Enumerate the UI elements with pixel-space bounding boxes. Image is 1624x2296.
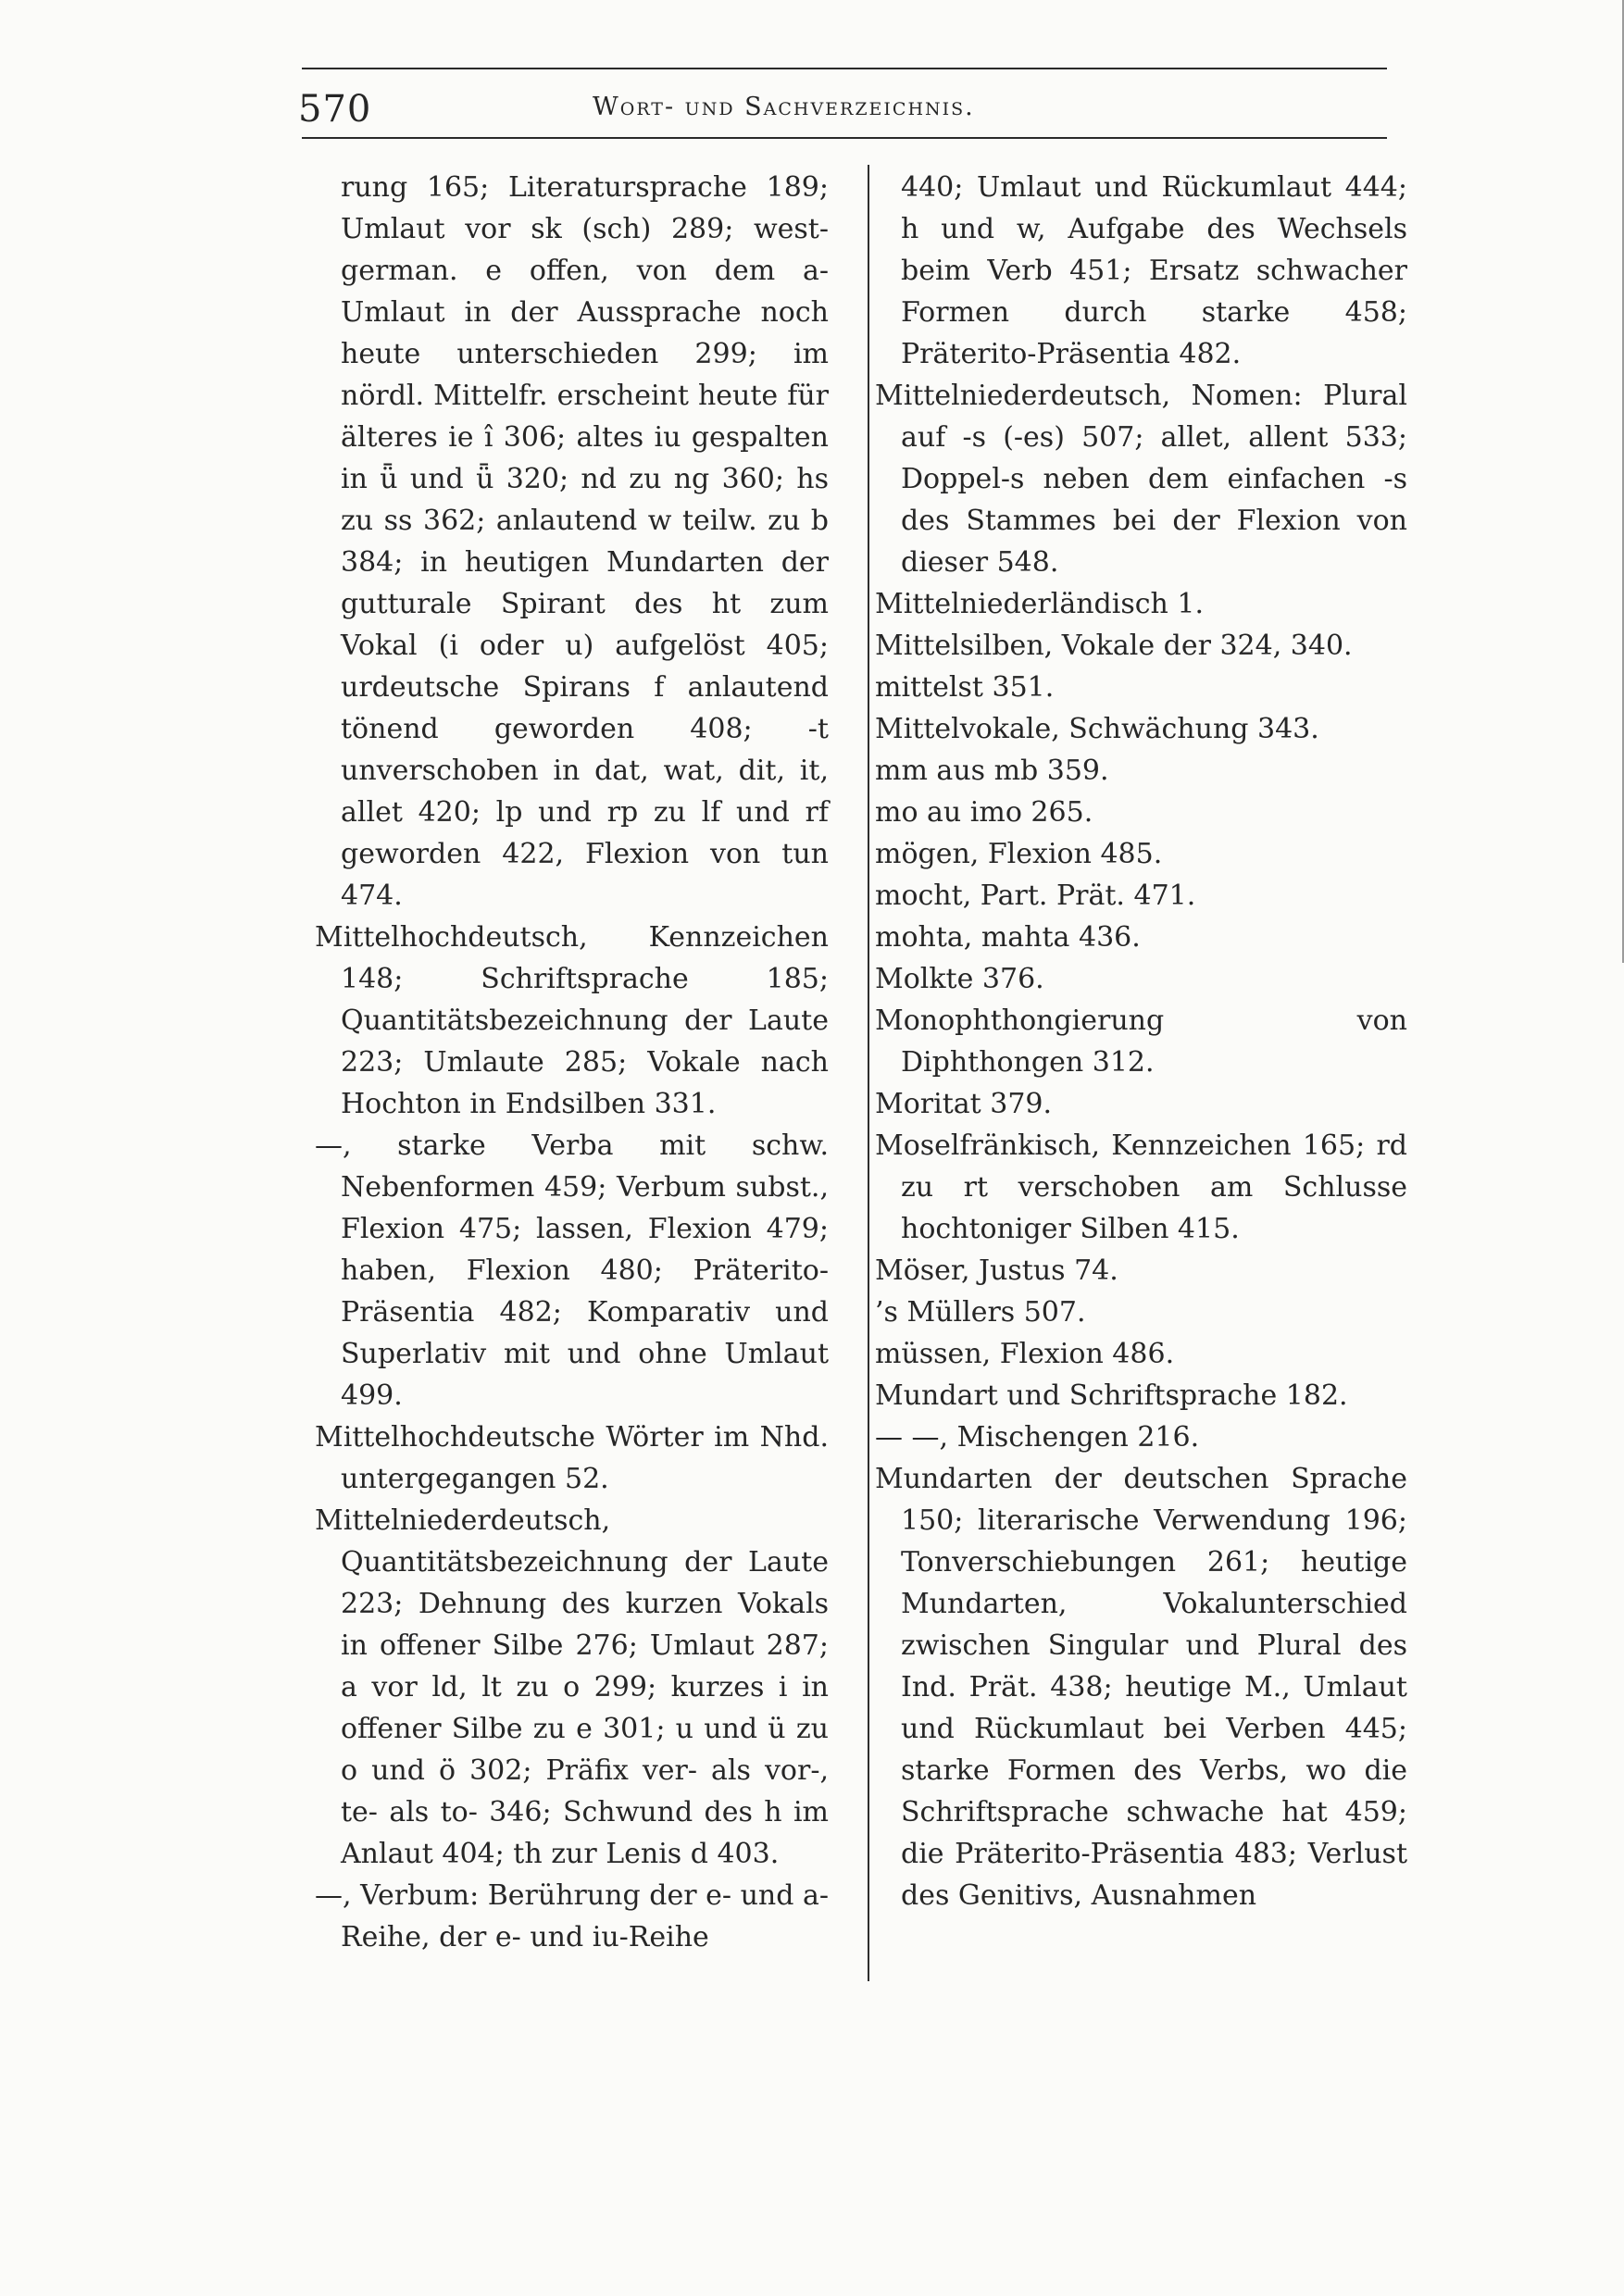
- index-entry: Mittelniederdeutsch, Quantitätsbezeichnung der Laute 223; Dehnung des kurzen Vokals in offener Silbe 276; Umlaut 287; a vor ld, lt zu o 299; kurzes i in offener Silbe zu e 301; u und ü zu o und ö 302; Präfix ver- als vor-, te- als to- 346; Schwund des h im Anlaut 404; th zur Lenis d 403.: [315, 1504, 829, 1870]
- index-entry: —, Verbum: Berührung der e- und a-Reihe, der e- und iu-Reihe: [315, 1879, 829, 1953]
- index-entry: mm aus mb 359.: [875, 755, 1109, 787]
- index-entry: Mittelsilben, Vokale der 324, 340.: [875, 630, 1353, 662]
- index-entry: Moritat 379.: [875, 1088, 1053, 1120]
- index-entry: Mundart und Schriftsprache 182.: [875, 1379, 1348, 1412]
- index-entry: mögen, Flexion 485.: [875, 838, 1163, 870]
- index-entry: ’s Müllers 507.: [875, 1296, 1086, 1329]
- index-entry: Molkte 376.: [875, 963, 1044, 995]
- column-divider: [868, 165, 869, 1981]
- index-entry: Moselfränkisch, Kennzeichen 165; rd zu rt verschoben am Schlusse hochtoniger Silben 415.: [875, 1129, 1407, 1245]
- index-entry: Mittelhochdeutsch, Kennzeichen 148; Schriftsprache 185; Quantitätsbezeichnung der Laute 223; Umlaute 285; Vokale nach Hochton in Endsilben 331.: [315, 921, 829, 1120]
- index-column-right: [875, 167, 1407, 1916]
- header-rule: [302, 137, 1387, 139]
- index-entry: Mittelniederdeutsch, Nomen: Plural auf -s (-es) 507; allet, allent 533; Doppel-s neben dem einfachen -s des Stammes bei der Flexion von dieser 548.: [875, 380, 1407, 579]
- index-entry: Möser, Justus 74.: [875, 1254, 1118, 1287]
- index-entry-continued: rung 165; Literatursprache 189; Umlaut vor sk (sch) 289; west-german. e offen, von dem a-Umlaut in der Aussprache noch heute unterschieden 299; im nördl. Mittelfr. erscheint heute für älteres ie î 306; altes iu gespalten in ǖ und ǖ 320; nd zu ng 360; hs zu ss 362; anlautend w teilw. zu b 384; in heutigen Mundarten der gutturale Spirant des ht zum Vokal (i oder u) aufgelöst 405; urdeutsche Spirans f anlautend tönend geworden 408; -t unverschoben in dat, wat, dit, it, allet 420; lp und rp zu lf und rf geworden 422, Flexion von tun 474.: [341, 171, 829, 912]
- index-entry: Mittelhochdeutsche Wörter im Nhd. untergegangen 52.: [315, 1421, 829, 1495]
- index-entry: mo au imo 265.: [875, 796, 1093, 829]
- index-entry: mohta, mahta 436.: [875, 921, 1141, 954]
- index-entry: Mundarten der deutschen Sprache 150; literarische Verwendung 196; Tonverschiebungen 261; heutige Mundarten, Vokalunterschied zwischen Singular und Plural des Ind. Prät. 438; heutige M., Umlaut und Rückumlaut bei Verben 445; starke Formen des Verbs, wo die Schriftsprache schwache hat 459; die Präterito-Präsentia 483; Verlust des Genitivs, Ausnahmen: [875, 1463, 1407, 1912]
- index-entry: mocht, Part. Prät. 471.: [875, 880, 1196, 912]
- index-entry: mittelst 351.: [875, 671, 1055, 704]
- index-entry: — —, Mischengen 216.: [875, 1421, 1200, 1454]
- index-entry: Monophthongierung von Diphthongen 312.: [875, 1004, 1407, 1079]
- page-number: 570: [298, 88, 372, 131]
- index-entry: —, starke Verba mit schw. Nebenformen 459; Verbum subst., Flexion 475; lassen, Flexion 479; haben, Flexion 480; Präterito-Präsentia 482; Komparativ und Superlativ mit und ohne Umlaut 499.: [315, 1129, 829, 1412]
- index-entry: Mittelvokale, Schwächung 343.: [875, 713, 1319, 745]
- top-rule: [302, 68, 1387, 69]
- running-head: Wort- und Sachverzeichnis.: [593, 93, 975, 121]
- index-entry-continued: 440; Umlaut und Rückumlaut 444; h und w, Aufgabe des Wechsels beim Verb 451; Ersatz schwacher Formen durch starke 458; Präterito-Präsentia 482.: [901, 171, 1407, 370]
- index-column-left: [315, 167, 829, 1958]
- index-entry: müssen, Flexion 486.: [875, 1338, 1175, 1370]
- index-entry: Mittelniederländisch 1.: [875, 588, 1205, 620]
